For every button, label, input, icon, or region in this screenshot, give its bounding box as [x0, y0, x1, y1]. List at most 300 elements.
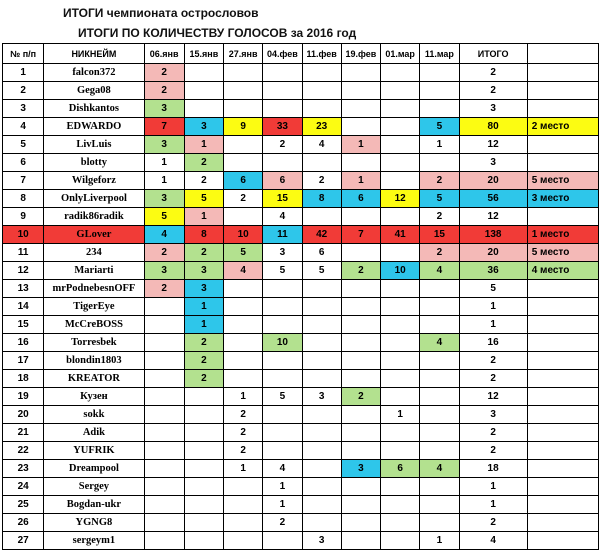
score-cell-15-jan: 2	[184, 352, 223, 370]
score-cell-11-feb	[302, 442, 341, 460]
place-cell: 5 место	[527, 172, 598, 190]
score-cell-15-jan	[184, 496, 223, 514]
score-cell-11-feb: 5	[302, 262, 341, 280]
score-cell-04-feb	[263, 64, 302, 82]
score-cell-27-jan: 1	[224, 460, 263, 478]
table-row	[3, 244, 599, 262]
score-cell-19-feb: 1	[341, 172, 380, 190]
row-number: 14	[3, 298, 44, 316]
place-cell: 2 место	[527, 118, 598, 136]
score-cell-15-jan: 1	[184, 208, 223, 226]
score-cell-11-feb	[302, 208, 341, 226]
score-cell-15-jan: 1	[184, 298, 223, 316]
score-cell-11-mar: 1	[420, 136, 459, 154]
row-number: 15	[3, 316, 44, 334]
score-cell-11-mar: 1	[420, 532, 459, 550]
score-cell-11-feb: 2	[302, 172, 341, 190]
score-cell-27-jan	[224, 280, 263, 298]
place-cell	[527, 136, 598, 154]
score-cell-01-mar	[381, 334, 420, 352]
table-row	[3, 118, 599, 136]
score-cell-11-mar	[420, 442, 459, 460]
header-col-11-mar: 11.мар	[420, 44, 459, 64]
score-cell-06-jan: 1	[144, 172, 184, 190]
place-cell	[527, 442, 598, 460]
score-cell-11-mar: 5	[420, 190, 459, 208]
score-cell-11-mar: 4	[420, 334, 459, 352]
score-cell-11-feb	[302, 478, 341, 496]
score-cell-27-jan: 1	[224, 388, 263, 406]
total-cell: 2	[459, 514, 527, 532]
score-cell-19-feb: 2	[341, 388, 380, 406]
row-number: 9	[3, 208, 44, 226]
score-cell-15-jan: 3	[184, 262, 223, 280]
nickname-cell: EDWARDO	[44, 118, 144, 136]
total-cell: 1	[459, 298, 527, 316]
nickname-cell: Dishkantos	[44, 100, 144, 118]
score-cell-19-feb	[341, 280, 380, 298]
score-cell-27-jan: 6	[224, 172, 263, 190]
score-cell-19-feb	[341, 352, 380, 370]
score-cell-15-jan: 5	[184, 190, 223, 208]
score-cell-15-jan: 2	[184, 154, 223, 172]
row-number: 24	[3, 478, 44, 496]
table-row	[3, 496, 599, 514]
row-number: 26	[3, 514, 44, 532]
score-cell-11-mar	[420, 478, 459, 496]
score-cell-19-feb	[341, 118, 380, 136]
score-cell-04-feb	[263, 424, 302, 442]
score-cell-27-jan: 4	[224, 262, 263, 280]
score-cell-15-jan: 3	[184, 118, 223, 136]
row-number: 13	[3, 280, 44, 298]
score-cell-11-mar	[420, 406, 459, 424]
score-cell-11-mar	[420, 514, 459, 532]
total-cell: 20	[459, 244, 527, 262]
score-cell-01-mar	[381, 82, 420, 100]
table-row	[3, 514, 599, 532]
nickname-cell: falcon372	[44, 64, 144, 82]
score-cell-27-jan	[224, 316, 263, 334]
score-cell-11-feb	[302, 496, 341, 514]
score-cell-06-jan: 2	[144, 244, 184, 262]
nickname-cell: OnlyLiverpool	[44, 190, 144, 208]
score-cell-04-feb	[263, 352, 302, 370]
nickname-cell: sergeym1	[44, 532, 144, 550]
score-cell-11-mar: 2	[420, 208, 459, 226]
nickname-cell: radik86radik	[44, 208, 144, 226]
score-cell-19-feb	[341, 100, 380, 118]
score-cell-11-mar	[420, 100, 459, 118]
score-cell-06-jan: 4	[144, 226, 184, 244]
place-cell: 4 место	[527, 262, 598, 280]
header-col-total: ИТОГО	[459, 44, 527, 64]
total-cell: 12	[459, 136, 527, 154]
header-col-19-feb: 19.фев	[341, 44, 380, 64]
score-cell-01-mar	[381, 442, 420, 460]
table-row	[3, 334, 599, 352]
table-row	[3, 280, 599, 298]
place-cell	[527, 388, 598, 406]
score-cell-19-feb	[341, 442, 380, 460]
row-number: 5	[3, 136, 44, 154]
nickname-cell: TigerEye	[44, 298, 144, 316]
score-cell-19-feb: 2	[341, 262, 380, 280]
score-cell-11-mar	[420, 280, 459, 298]
score-cell-11-mar	[420, 64, 459, 82]
nickname-cell: Кузен	[44, 388, 144, 406]
score-cell-11-feb	[302, 316, 341, 334]
score-cell-11-mar	[420, 298, 459, 316]
nickname-cell: Sergey	[44, 478, 144, 496]
score-cell-27-jan	[224, 352, 263, 370]
place-cell	[527, 370, 598, 388]
score-cell-11-mar: 15	[420, 226, 459, 244]
score-cell-11-feb	[302, 514, 341, 532]
place-cell	[527, 100, 598, 118]
score-cell-01-mar: 10	[381, 262, 420, 280]
score-cell-04-feb: 10	[263, 334, 302, 352]
total-cell: 2	[459, 64, 527, 82]
row-number: 1	[3, 64, 44, 82]
total-cell: 18	[459, 460, 527, 478]
sub-title: ИТОГИ ПО КОЛИЧЕСТВУ ГОЛОСОВ за 2016 год	[78, 26, 357, 40]
nickname-cell: Mariarti	[44, 262, 144, 280]
table-row	[3, 460, 599, 478]
table-row	[3, 172, 599, 190]
score-cell-04-feb	[263, 442, 302, 460]
score-cell-04-feb: 4	[263, 208, 302, 226]
score-cell-01-mar	[381, 136, 420, 154]
score-cell-15-jan: 2	[184, 172, 223, 190]
row-number: 21	[3, 424, 44, 442]
place-cell	[527, 334, 598, 352]
score-cell-27-jan	[224, 514, 263, 532]
score-cell-27-jan: 2	[224, 190, 263, 208]
score-cell-11-feb	[302, 370, 341, 388]
table-row	[3, 190, 599, 208]
score-cell-27-jan: 2	[224, 442, 263, 460]
score-cell-15-jan	[184, 388, 223, 406]
score-cell-11-mar	[420, 424, 459, 442]
total-cell: 4	[459, 532, 527, 550]
score-cell-06-jan	[144, 442, 184, 460]
score-cell-04-feb: 15	[263, 190, 302, 208]
row-number: 4	[3, 118, 44, 136]
score-cell-04-feb	[263, 82, 302, 100]
nickname-cell: LivLuis	[44, 136, 144, 154]
score-cell-04-feb: 2	[263, 514, 302, 532]
score-cell-04-feb: 5	[263, 388, 302, 406]
score-cell-04-feb: 11	[263, 226, 302, 244]
score-cell-04-feb	[263, 316, 302, 334]
score-cell-01-mar: 6	[381, 460, 420, 478]
place-cell: 3 место	[527, 190, 598, 208]
row-number: 12	[3, 262, 44, 280]
score-cell-06-jan	[144, 298, 184, 316]
score-cell-19-feb	[341, 82, 380, 100]
total-cell: 56	[459, 190, 527, 208]
header-row	[3, 44, 599, 64]
score-cell-15-jan	[184, 478, 223, 496]
table-row	[3, 406, 599, 424]
place-cell	[527, 532, 598, 550]
score-cell-11-feb: 23	[302, 118, 341, 136]
score-cell-15-jan	[184, 532, 223, 550]
score-cell-27-jan	[224, 478, 263, 496]
score-cell-19-feb	[341, 514, 380, 532]
total-cell: 16	[459, 334, 527, 352]
score-cell-27-jan	[224, 136, 263, 154]
score-cell-27-jan	[224, 82, 263, 100]
place-cell	[527, 496, 598, 514]
main-title: ИТОГИ чемпионата острословов	[63, 6, 259, 20]
score-cell-06-jan: 3	[144, 136, 184, 154]
score-cell-15-jan	[184, 514, 223, 532]
score-cell-06-jan	[144, 334, 184, 352]
table-row	[3, 262, 599, 280]
score-cell-01-mar	[381, 298, 420, 316]
nickname-cell: mrPodnebesnOFF	[44, 280, 144, 298]
score-cell-06-jan	[144, 514, 184, 532]
score-cell-11-feb	[302, 64, 341, 82]
score-cell-11-feb	[302, 424, 341, 442]
score-cell-06-jan: 2	[144, 82, 184, 100]
score-cell-01-mar	[381, 64, 420, 82]
total-cell: 80	[459, 118, 527, 136]
score-cell-04-feb: 33	[263, 118, 302, 136]
nickname-cell: YGNG8	[44, 514, 144, 532]
score-cell-19-feb	[341, 208, 380, 226]
nickname-cell: KREATOR	[44, 370, 144, 388]
score-cell-11-feb	[302, 100, 341, 118]
place-cell	[527, 406, 598, 424]
score-cell-19-feb	[341, 424, 380, 442]
score-cell-06-jan	[144, 406, 184, 424]
row-number: 10	[3, 226, 44, 244]
score-cell-04-feb	[263, 532, 302, 550]
score-cell-01-mar: 1	[381, 406, 420, 424]
score-cell-04-feb: 3	[263, 244, 302, 262]
score-cell-01-mar	[381, 208, 420, 226]
table-body	[3, 64, 599, 550]
score-cell-04-feb: 1	[263, 496, 302, 514]
score-cell-15-jan: 2	[184, 244, 223, 262]
total-cell: 12	[459, 208, 527, 226]
table-row	[3, 370, 599, 388]
score-cell-11-mar: 2	[420, 172, 459, 190]
total-cell: 2	[459, 424, 527, 442]
score-cell-04-feb	[263, 100, 302, 118]
row-number: 2	[3, 82, 44, 100]
score-cell-11-feb	[302, 334, 341, 352]
score-cell-27-jan: 2	[224, 406, 263, 424]
header-col-num: № п/п	[3, 44, 44, 64]
score-cell-06-jan: 1	[144, 154, 184, 172]
row-number: 3	[3, 100, 44, 118]
score-cell-11-feb	[302, 406, 341, 424]
score-cell-01-mar	[381, 118, 420, 136]
score-cell-01-mar	[381, 424, 420, 442]
nickname-cell: Dreampool	[44, 460, 144, 478]
score-cell-15-jan: 1	[184, 316, 223, 334]
score-cell-15-jan	[184, 100, 223, 118]
score-cell-01-mar	[381, 244, 420, 262]
score-cell-11-mar: 5	[420, 118, 459, 136]
score-cell-04-feb: 2	[263, 136, 302, 154]
score-cell-01-mar	[381, 532, 420, 550]
score-cell-15-jan	[184, 82, 223, 100]
score-cell-19-feb: 3	[341, 460, 380, 478]
nickname-cell: YUFRIK	[44, 442, 144, 460]
score-cell-11-feb: 42	[302, 226, 341, 244]
place-cell: 5 место	[527, 244, 598, 262]
total-cell: 20	[459, 172, 527, 190]
score-cell-06-jan	[144, 478, 184, 496]
header-col-nickname: НИКНЕЙМ	[44, 44, 144, 64]
place-cell	[527, 154, 598, 172]
row-number: 22	[3, 442, 44, 460]
nickname-cell: sokk	[44, 406, 144, 424]
total-cell: 138	[459, 226, 527, 244]
place-cell	[527, 478, 598, 496]
score-cell-11-feb	[302, 280, 341, 298]
place-cell	[527, 460, 598, 478]
table-row	[3, 154, 599, 172]
score-cell-04-feb	[263, 370, 302, 388]
score-cell-19-feb	[341, 334, 380, 352]
row-number: 20	[3, 406, 44, 424]
nickname-cell: McCreBOSS	[44, 316, 144, 334]
score-cell-01-mar	[381, 496, 420, 514]
score-cell-19-feb	[341, 64, 380, 82]
row-number: 17	[3, 352, 44, 370]
score-cell-06-jan	[144, 370, 184, 388]
header-col-place	[527, 44, 598, 64]
row-number: 18	[3, 370, 44, 388]
row-number: 23	[3, 460, 44, 478]
results-table	[2, 43, 599, 550]
score-cell-27-jan	[224, 370, 263, 388]
place-cell	[527, 316, 598, 334]
table-row	[3, 208, 599, 226]
total-cell: 2	[459, 352, 527, 370]
table-row	[3, 352, 599, 370]
score-cell-06-jan	[144, 316, 184, 334]
table-row	[3, 82, 599, 100]
nickname-cell: blondin1803	[44, 352, 144, 370]
score-cell-04-feb: 1	[263, 478, 302, 496]
score-cell-11-feb	[302, 82, 341, 100]
score-cell-15-jan	[184, 406, 223, 424]
score-cell-27-jan	[224, 496, 263, 514]
place-cell	[527, 514, 598, 532]
score-cell-04-feb: 4	[263, 460, 302, 478]
score-cell-06-jan: 2	[144, 280, 184, 298]
place-cell	[527, 82, 598, 100]
score-cell-11-mar	[420, 370, 459, 388]
score-cell-27-jan: 10	[224, 226, 263, 244]
total-cell: 1	[459, 316, 527, 334]
score-cell-15-jan: 1	[184, 136, 223, 154]
table-row	[3, 388, 599, 406]
score-cell-19-feb	[341, 532, 380, 550]
nickname-cell: Bogdan-ukr	[44, 496, 144, 514]
row-number: 6	[3, 154, 44, 172]
score-cell-15-jan	[184, 64, 223, 82]
place-cell	[527, 352, 598, 370]
score-cell-19-feb	[341, 478, 380, 496]
score-cell-01-mar	[381, 100, 420, 118]
score-cell-27-jan	[224, 298, 263, 316]
table-row	[3, 532, 599, 550]
score-cell-19-feb	[341, 406, 380, 424]
score-cell-11-mar	[420, 496, 459, 514]
score-cell-27-jan: 9	[224, 118, 263, 136]
table-row	[3, 442, 599, 460]
score-cell-19-feb: 7	[341, 226, 380, 244]
score-cell-19-feb	[341, 316, 380, 334]
place-cell	[527, 208, 598, 226]
score-cell-11-feb: 4	[302, 136, 341, 154]
nickname-cell: GLover	[44, 226, 144, 244]
score-cell-11-feb: 8	[302, 190, 341, 208]
total-cell: 2	[459, 370, 527, 388]
score-cell-19-feb: 1	[341, 136, 380, 154]
score-cell-01-mar: 12	[381, 190, 420, 208]
total-cell: 2	[459, 82, 527, 100]
header-col-01-mar: 01.мар	[381, 44, 420, 64]
nickname-cell: Torresbek	[44, 334, 144, 352]
score-cell-15-jan: 2	[184, 370, 223, 388]
score-cell-01-mar	[381, 352, 420, 370]
score-cell-06-jan	[144, 496, 184, 514]
header-col-15-jan: 15.янв	[184, 44, 223, 64]
score-cell-06-jan: 5	[144, 208, 184, 226]
header-col-27-jan: 27.янв	[224, 44, 263, 64]
score-cell-19-feb	[341, 244, 380, 262]
score-cell-15-jan	[184, 442, 223, 460]
row-number: 27	[3, 532, 44, 550]
score-cell-19-feb	[341, 298, 380, 316]
total-cell: 36	[459, 262, 527, 280]
score-cell-27-jan	[224, 100, 263, 118]
score-cell-11-mar	[420, 352, 459, 370]
score-cell-19-feb	[341, 370, 380, 388]
header-col-06-jan: 06.янв	[144, 44, 184, 64]
score-cell-15-jan: 8	[184, 226, 223, 244]
score-cell-19-feb: 6	[341, 190, 380, 208]
score-cell-01-mar: 41	[381, 226, 420, 244]
score-cell-06-jan	[144, 460, 184, 478]
table-row	[3, 226, 599, 244]
score-cell-11-mar: 2	[420, 244, 459, 262]
table-row	[3, 424, 599, 442]
place-cell	[527, 64, 598, 82]
score-cell-15-jan: 3	[184, 280, 223, 298]
score-cell-04-feb	[263, 154, 302, 172]
score-cell-06-jan: 3	[144, 100, 184, 118]
total-cell: 1	[459, 478, 527, 496]
table-row	[3, 64, 599, 82]
score-cell-11-feb	[302, 352, 341, 370]
total-cell: 3	[459, 406, 527, 424]
score-cell-04-feb: 6	[263, 172, 302, 190]
total-cell: 5	[459, 280, 527, 298]
table-row	[3, 298, 599, 316]
score-cell-27-jan	[224, 64, 263, 82]
header-col-04-feb: 04.фев	[263, 44, 302, 64]
